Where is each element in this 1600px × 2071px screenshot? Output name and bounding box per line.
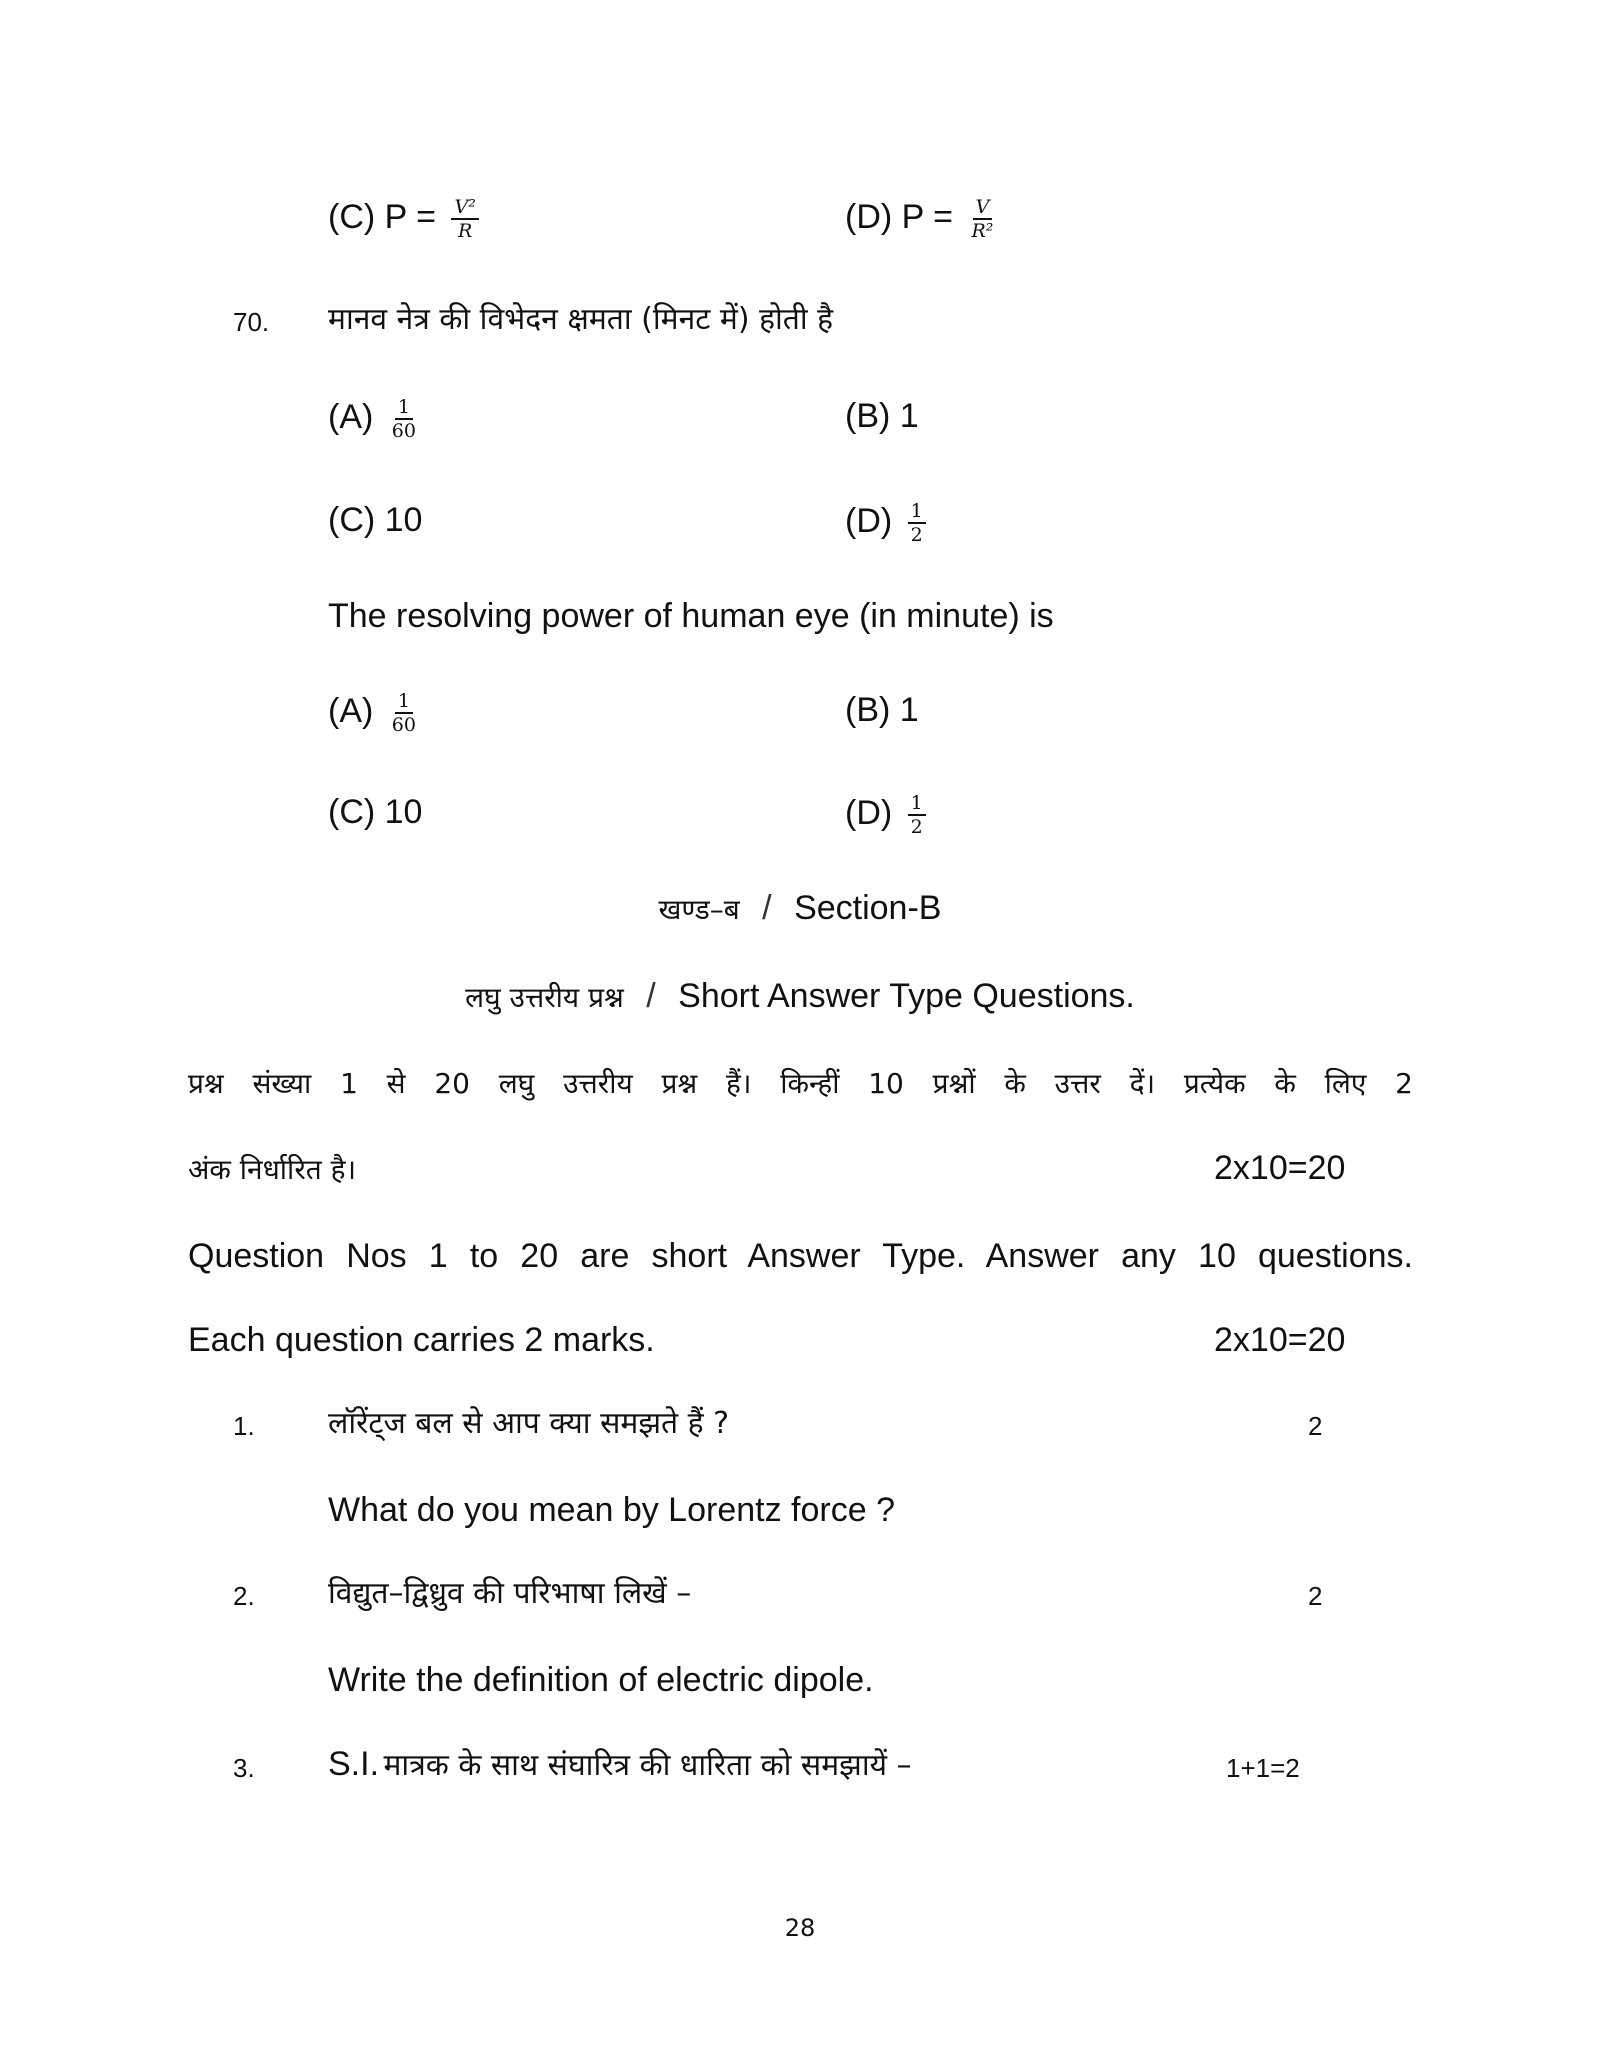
option-fraction <box>389 396 419 442</box>
separator: / <box>646 977 656 1015</box>
q70-hi-option-d <box>845 500 926 546</box>
section-heading-hindi: खण्ड–ब <box>658 893 740 926</box>
page-number: 28 <box>784 1914 816 1942</box>
q70-english-text: The resolving power of human eye (in minute) is <box>328 597 1054 635</box>
fraction-numerator: 1 <box>395 396 413 420</box>
fraction-denominator: R <box>457 220 473 242</box>
q1-number: 1. <box>233 1411 255 1441</box>
q70-hi-option-b: (B) 1 <box>845 397 919 435</box>
instructions-english-line1: Question Nos 1 to 20 are short Answer Type. Answer any 10 questions. <box>188 1237 1413 1275</box>
q70-hi-option-a <box>328 396 419 442</box>
option-fraction <box>389 690 419 736</box>
q2-number: 2. <box>233 1581 255 1611</box>
instructions-english-line2: Each question carries 2 marks. <box>188 1321 655 1359</box>
q1-english-text: What do you mean by Lorentz force ? <box>328 1491 895 1529</box>
fraction-denominator: 60 <box>391 420 416 442</box>
q70-en-option-c: (C) 10 <box>328 793 423 831</box>
q2-english-text: Write the definition of electric dipole. <box>328 1661 874 1699</box>
q3-text <box>328 1744 912 1786</box>
q3-number: 3. <box>233 1753 255 1783</box>
q70-hindi-text: मानव नेत्र की विभेदन क्षमता (मिनट में) होती है <box>328 302 834 337</box>
q1-marks: 2 <box>1308 1411 1323 1441</box>
section-subheading <box>0 976 1600 1018</box>
instructions-marks-hindi: 2x10=20 <box>1214 1149 1346 1187</box>
q69-option-d-label: (D) P = <box>845 197 954 236</box>
q70-hi-option-c: (C) 10 <box>328 501 423 539</box>
option-label: (A) <box>328 691 374 730</box>
q69-option-d-fraction <box>968 196 996 242</box>
q70-en-option-d <box>845 792 926 838</box>
fraction-numerator: V <box>973 196 993 220</box>
q69-option-c-label: (C) P = <box>328 197 437 236</box>
q1-hindi-text: लॉरेंट्ज बल से आप क्या समझते हैं ? <box>328 1406 730 1441</box>
q2-hindi-text: विद्युत–द्विध्रुव की परिभाषा लिखें – <box>328 1576 692 1611</box>
fraction-denominator: 2 <box>910 816 923 838</box>
q3-prefix: S.I. <box>328 1745 380 1783</box>
q2-marks: 2 <box>1308 1581 1323 1611</box>
fraction-numerator: V² <box>451 196 478 220</box>
fraction-numerator: 1 <box>908 500 926 524</box>
option-fraction <box>908 792 926 838</box>
q69-option-c <box>328 196 479 242</box>
option-fraction <box>908 500 926 546</box>
instructions-hindi-line2: अंक निर्धारित है। <box>188 1153 357 1186</box>
option-label: (A) <box>328 397 374 436</box>
q69-option-c-fraction <box>451 196 478 242</box>
separator: / <box>762 889 772 927</box>
q70-number: 70. <box>233 307 270 337</box>
instructions-hindi-line1: प्रश्न संख्या 1 से 20 लघु उत्तरीय प्रश्न हैं। किन्हीं 10 प्रश्नों के उत्तर दें। प्रत्येक के लिए 2 <box>188 1067 1413 1100</box>
fraction-denominator: 60 <box>391 714 416 736</box>
section-heading-english: Section-B <box>794 889 942 927</box>
instructions-marks-english: 2x10=20 <box>1214 1321 1346 1359</box>
option-label: (D) <box>845 793 893 832</box>
q3-hindi-text: मात्रक के साथ संघारित्र की धारिता को समझायें – <box>383 1748 912 1783</box>
q70-en-option-a <box>328 690 419 736</box>
fraction-numerator: 1 <box>908 792 926 816</box>
q69-option-d <box>845 196 996 242</box>
section-subheading-hindi: लघु उत्तरीय प्रश्न <box>465 981 624 1014</box>
section-heading <box>0 888 1600 930</box>
q70-en-option-b: (B) 1 <box>845 691 919 729</box>
fraction-denominator: 2 <box>910 524 923 546</box>
q3-marks: 1+1=2 <box>1226 1753 1300 1783</box>
fraction-denominator: R² <box>971 220 994 242</box>
option-label: (D) <box>845 501 893 540</box>
section-subheading-english: Short Answer Type Questions. <box>678 977 1135 1015</box>
fraction-numerator: 1 <box>395 690 413 714</box>
